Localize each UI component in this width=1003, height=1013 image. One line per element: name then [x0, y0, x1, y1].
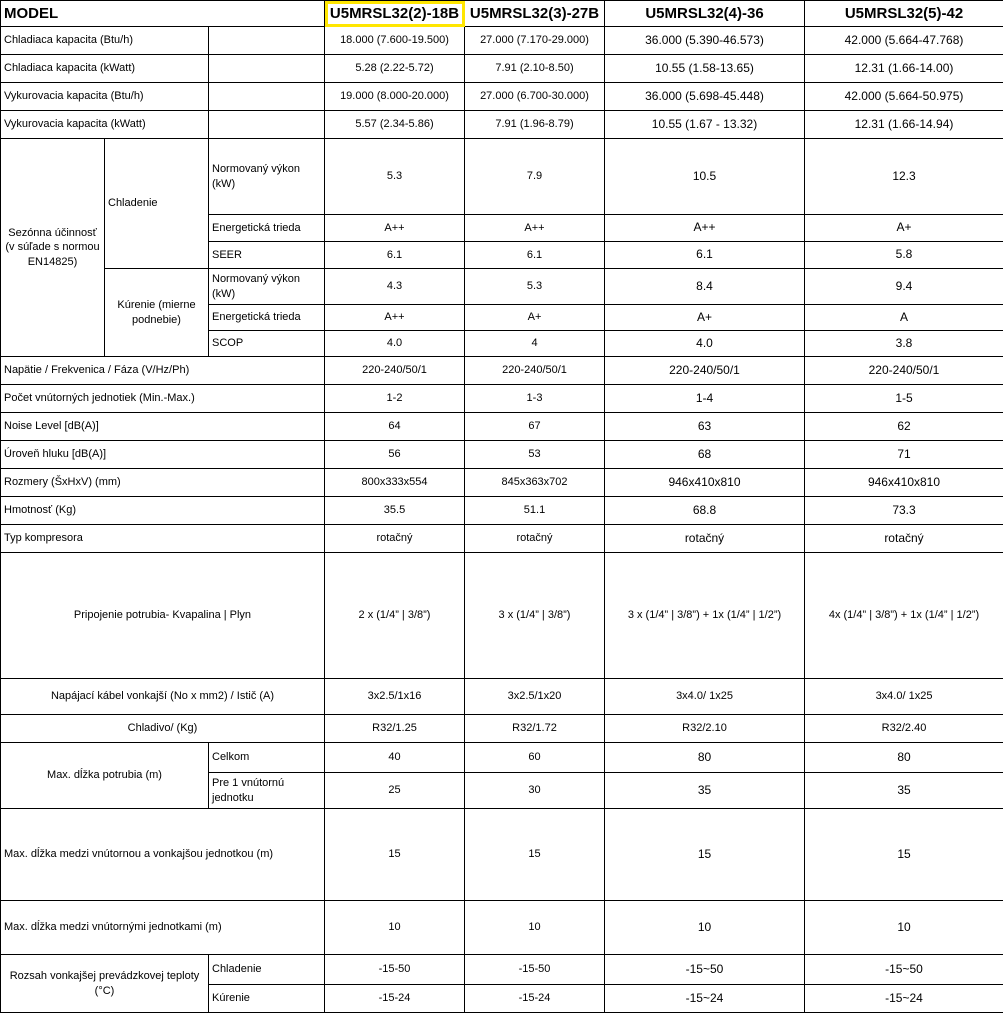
- cell-value: 68: [605, 441, 805, 469]
- cell-value: 1-5: [805, 385, 1003, 413]
- cell-value: 19.000 (8.000-20.000): [325, 83, 465, 111]
- cell-value: 4.3: [325, 269, 465, 305]
- op-range-label: Rozsah vonkajšej prevádzkovej teploty (°C): [1, 955, 209, 1013]
- cell-value: rotačný: [465, 525, 605, 553]
- cell-value: 10: [465, 901, 605, 955]
- cell-value: 4: [465, 331, 605, 357]
- cell-value: R32/2.10: [605, 715, 805, 743]
- cell-value: 80: [605, 743, 805, 773]
- row-label: Noise Level [dB(A)]: [1, 413, 325, 441]
- cell-value: 3.8: [805, 331, 1003, 357]
- cell-value: 220-240/50/1: [465, 357, 605, 385]
- sub-label: Normovaný výkon (kW): [209, 139, 325, 215]
- cell-value: 220-240/50/1: [605, 357, 805, 385]
- spec-row: [1, 525, 1003, 553]
- cell-value: 36.000 (5.390-46.573): [605, 27, 805, 55]
- sub-label: Energetická trieda: [209, 215, 325, 242]
- row-label: Napätie / Frekvenica / Fáza (V/Hz/Ph): [1, 357, 325, 385]
- cell-value: 10.5: [605, 139, 805, 215]
- seasonal-label: Sezónna účinnosť (v súľade s normou EN14825): [1, 139, 105, 357]
- cell-value: 4.0: [325, 331, 465, 357]
- cell-value: 6.1: [465, 242, 605, 269]
- spec-row: [1, 441, 1003, 469]
- cell-value: rotačný: [805, 525, 1003, 553]
- spec-row: [1, 357, 1003, 385]
- cell-value: -15-24: [465, 985, 605, 1013]
- cell-value: 10: [805, 901, 1003, 955]
- cell-value: 2 x (1/4” | 3/8”): [325, 553, 465, 679]
- cell-value: 8.4: [605, 269, 805, 305]
- sub-label: Pre 1 vnútornú jednotku: [209, 773, 325, 809]
- sub-label: SCOP: [209, 331, 325, 357]
- cell-value: A++: [325, 305, 465, 331]
- row-label: Úroveň hluku [dB(A)]: [1, 441, 325, 469]
- cell-value: 5.3: [325, 139, 465, 215]
- cell-value: A+: [805, 215, 1003, 242]
- spec-row: [1, 715, 1003, 743]
- cell-value: 3x2.5/1x20: [465, 679, 605, 715]
- cell-value: 71: [805, 441, 1003, 469]
- model-header: U5MRSL32(4)-36: [605, 1, 805, 27]
- row-label: Vykurovacia kapacita (kWatt): [1, 111, 209, 139]
- model-title: MODEL: [1, 1, 325, 27]
- cell-value: 10: [605, 901, 805, 955]
- spec-row: [1, 83, 1003, 111]
- cell-value: 800x333x554: [325, 469, 465, 497]
- cell-value: 4.0: [605, 331, 805, 357]
- spec-row: [1, 27, 1003, 55]
- cell-value: 67: [465, 413, 605, 441]
- cell-value: 53: [465, 441, 605, 469]
- cell-value: 15: [465, 809, 605, 901]
- row-label: Chladiaca kapacita (kWatt): [1, 55, 209, 83]
- sub-label: Chladenie: [209, 955, 325, 985]
- cell-value: 5.8: [805, 242, 1003, 269]
- cell-value: 1-3: [465, 385, 605, 413]
- cell-value: 946x410x810: [805, 469, 1003, 497]
- cell-value: 56: [325, 441, 465, 469]
- cell-value: 36.000 (5.698-45.448): [605, 83, 805, 111]
- row-label: Max. dĺžka medzi vnútornou a vonkajšou jednotkou (m): [1, 809, 325, 901]
- spec-row: [1, 269, 1003, 305]
- cell-value: 3 x (1/4” | 3/8”) + 1x (1/4” | 1/2”): [605, 553, 805, 679]
- model-header: U5MRSL32(5)-42: [805, 1, 1003, 27]
- cell-value: A++: [465, 215, 605, 242]
- header-row: [1, 1, 1003, 27]
- spec-row: [1, 743, 1003, 773]
- spec-row: [1, 111, 1003, 139]
- cell-value: 51.1: [465, 497, 605, 525]
- cell-value: 40: [325, 743, 465, 773]
- cell-value: -15-24: [325, 985, 465, 1013]
- row-label: Počet vnútorných jednotiek (Min.-Max.): [1, 385, 325, 413]
- seasonal-cooling-label: Chladenie: [105, 139, 209, 269]
- seasonal-heating-label: Kúrenie (mierne podnebie): [105, 269, 209, 357]
- cell-value: A++: [605, 215, 805, 242]
- cell-value: 35.5: [325, 497, 465, 525]
- spec-row: [1, 55, 1003, 83]
- cell-value: 62: [805, 413, 1003, 441]
- spec-row: [1, 553, 1003, 679]
- cell-value: 845x363x702: [465, 469, 605, 497]
- cell-value: 12.31 (1.66-14.00): [805, 55, 1003, 83]
- cell-value: A+: [465, 305, 605, 331]
- sub-label: Kúrenie: [209, 985, 325, 1013]
- row-label: Max. dĺžka medzi vnútornými jednotkami (m): [1, 901, 325, 955]
- cell-value: 30: [465, 773, 605, 809]
- spec-row: [1, 139, 1003, 215]
- spec-row: [1, 955, 1003, 985]
- cell-value: 64: [325, 413, 465, 441]
- cell-value: R32/1.72: [465, 715, 605, 743]
- cell-value: -15-50: [465, 955, 605, 985]
- spec-row: [1, 413, 1003, 441]
- spec-row: [1, 679, 1003, 715]
- pipe-length-label: Max. dĺžka potrubia (m): [1, 743, 209, 809]
- cell-value: A+: [605, 305, 805, 331]
- row-label: Napájací kábel vonkajší (No x mm2) / Istič (A): [1, 679, 325, 715]
- cell-value: 9.4: [805, 269, 1003, 305]
- cell-value: 60: [465, 743, 605, 773]
- cell-value: 12.3: [805, 139, 1003, 215]
- cell-value: 27.000 (7.170-29.000): [465, 27, 605, 55]
- cell-value: 18.000 (7.600-19.500): [325, 27, 465, 55]
- cell-value: 3 x (1/4” | 3/8”): [465, 553, 605, 679]
- cell-value: 27.000 (6.700-30.000): [465, 83, 605, 111]
- cell-value: 1-4: [605, 385, 805, 413]
- cell-value: 25: [325, 773, 465, 809]
- spec-row: [1, 469, 1003, 497]
- cell-value: 10: [325, 901, 465, 955]
- cell-value: 63: [605, 413, 805, 441]
- cell-value: -15~50: [605, 955, 805, 985]
- row-label: Vykurovacia kapacita (Btu/h): [1, 83, 209, 111]
- cell-value: 3x4.0/ 1x25: [805, 679, 1003, 715]
- cell-value: 35: [805, 773, 1003, 809]
- cell-value: 15: [605, 809, 805, 901]
- row-label: Rozmery (ŠxHxV) (mm): [1, 469, 325, 497]
- cell-value: 42.000 (5.664-50.975): [805, 83, 1003, 111]
- cell-value: 10.55 (1.67 - 13.32): [605, 111, 805, 139]
- sub-label: Celkom: [209, 743, 325, 773]
- row-label: Typ kompresora: [1, 525, 325, 553]
- cell-value: -15~50: [805, 955, 1003, 985]
- cell-value: 220-240/50/1: [805, 357, 1003, 385]
- cell-value: 7.9: [465, 139, 605, 215]
- cell-value: 10.55 (1.58-13.65): [605, 55, 805, 83]
- cell-value: 6.1: [325, 242, 465, 269]
- cell-value: -15-50: [325, 955, 465, 985]
- spec-row: [1, 809, 1003, 901]
- cell-value: A++: [325, 215, 465, 242]
- cell-value: 15: [805, 809, 1003, 901]
- spec-row: [1, 497, 1003, 525]
- cell-value: 5.57 (2.34-5.86): [325, 111, 465, 139]
- cell-value: 1-2: [325, 385, 465, 413]
- sub-label: SEER: [209, 242, 325, 269]
- cell-value: 35: [605, 773, 805, 809]
- cell-value: R32/1.25: [325, 715, 465, 743]
- cell-value: 80: [805, 743, 1003, 773]
- cell-value: -15~24: [805, 985, 1003, 1013]
- cell-value: 68.8: [605, 497, 805, 525]
- cell-value: 3x4.0/ 1x25: [605, 679, 805, 715]
- model-header: U5MRSL32(3)-27B: [465, 1, 605, 27]
- sub-label: Normovaný výkon (kW): [209, 269, 325, 305]
- cell-value: 42.000 (5.664-47.768): [805, 27, 1003, 55]
- cell-value: -15~24: [605, 985, 805, 1013]
- spec-row: [1, 385, 1003, 413]
- sub-label: Energetická trieda: [209, 305, 325, 331]
- cell-value: 3x2.5/1x16: [325, 679, 465, 715]
- cell-value: 7.91 (1.96-8.79): [465, 111, 605, 139]
- cell-value: rotačný: [325, 525, 465, 553]
- row-label: Chladivo/ (Kg): [1, 715, 325, 743]
- row-label: Pripojenie potrubia- Kvapalina | Plyn: [1, 553, 325, 679]
- spec-row: [1, 901, 1003, 955]
- cell-value: 220-240/50/1: [325, 357, 465, 385]
- cell-value: R32/2.40: [805, 715, 1003, 743]
- cell-value: 6.1: [605, 242, 805, 269]
- cell-value: 7.91 (2.10-8.50): [465, 55, 605, 83]
- cell-value: A: [805, 305, 1003, 331]
- row-label: Hmotnosť (Kg): [1, 497, 325, 525]
- cell-value: 15: [325, 809, 465, 901]
- cell-value: 12.31 (1.66-14.94): [805, 111, 1003, 139]
- cell-value: 4x (1/4” | 3/8”) + 1x (1/4” | 1/2”): [805, 553, 1003, 679]
- cell-value: 5.28 (2.22-5.72): [325, 55, 465, 83]
- cell-value: 5.3: [465, 269, 605, 305]
- cell-value: 73.3: [805, 497, 1003, 525]
- model-header: U5MRSL32(2)-18B: [325, 1, 465, 27]
- cell-value: rotačný: [605, 525, 805, 553]
- cell-value: 946x410x810: [605, 469, 805, 497]
- row-label: Chladiaca kapacita (Btu/h): [1, 27, 209, 55]
